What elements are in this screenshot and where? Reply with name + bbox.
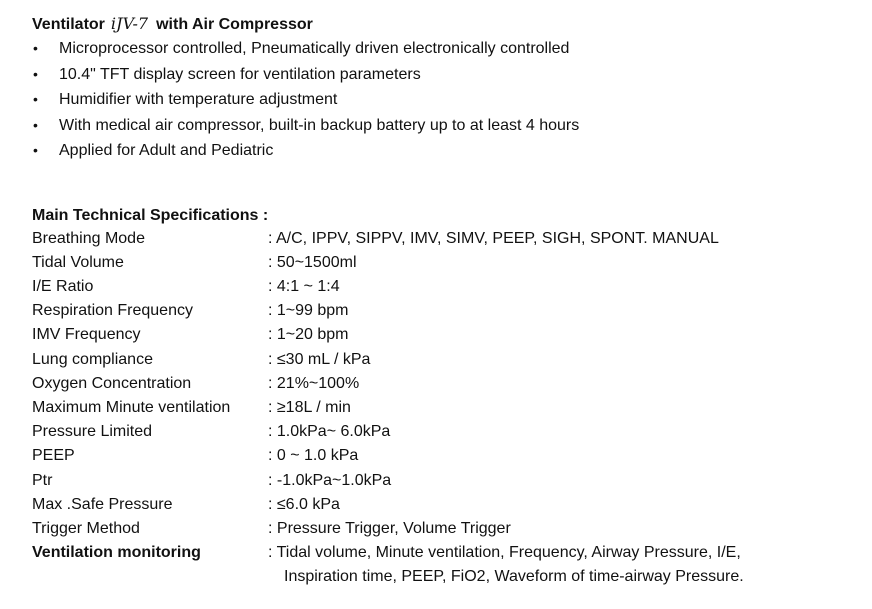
feature-item [32, 138, 862, 164]
spec-label: I/E Ratio [32, 277, 94, 295]
spec-value: : ≤6.0 kPa [268, 495, 340, 513]
spec-value: : ≤30 mL / kPa [268, 350, 371, 368]
spec-label: Respiration Frequency [32, 302, 193, 320]
spec-row [32, 420, 862, 444]
feature-item [32, 62, 862, 88]
spec-label: Lung compliance [32, 350, 153, 368]
spec-row [32, 444, 862, 468]
spec-label: Ventilation monitoring [32, 544, 201, 562]
feature-text: Microprocessor controlled, Pneumatically driven electronically controlled [59, 40, 570, 57]
spec-label: Tidal Volume [32, 253, 124, 271]
bullet-icon: • [33, 142, 38, 158]
spec-value: : 21%~100% [268, 374, 360, 392]
title-suffix: with Air Compressor [156, 16, 313, 33]
spec-value: : ≥18L / min [268, 398, 351, 416]
feature-text: With medical air compressor, built-in backup battery up to at least 4 hours [59, 116, 580, 134]
spec-row-monitoring [32, 541, 862, 589]
spec-row [32, 372, 862, 396]
feature-item [32, 113, 862, 139]
feature-item [32, 36, 862, 62]
spec-row [32, 275, 862, 299]
product-title [32, 12, 862, 36]
bullet-icon: • [33, 91, 38, 107]
bullet-icon: • [33, 65, 38, 82]
feature-item [32, 87, 862, 113]
spec-value: : A/C, IPPV, SIPPV, IMV, SIMV, PEEP, SIGH, SPONT. MANUAL [268, 229, 719, 247]
spec-table [32, 227, 862, 590]
spec-label: Oxygen Concentration [32, 374, 192, 392]
spec-row [32, 469, 862, 493]
model-name: iJV-7 [110, 14, 149, 33]
spec-label: Max .Safe Pressure [32, 495, 173, 513]
feature-text: 10.4" TFT display screen for ventilation parameters [59, 65, 421, 83]
spec-value: : -1.0kPa~1.0kPa [268, 471, 392, 489]
spec-label: PEEP [32, 447, 75, 465]
spec-row [32, 299, 862, 323]
spec-value: : 1~99 bpm [268, 302, 349, 320]
spec-value: : 50~1500ml [268, 253, 357, 271]
bullet-icon: • [33, 116, 38, 133]
monitoring-value-line2: Inspiration time, PEEP, FiO2, Waveform of time-airway Pressure. [284, 568, 744, 586]
spec-row [32, 517, 862, 541]
bullet-icon: • [33, 40, 38, 56]
feature-list [32, 36, 862, 164]
spec-value: : 4:1 ~ 1:4 [268, 277, 340, 295]
spec-value: : Pressure Trigger, Volume Trigger [268, 519, 511, 537]
spec-label: Breathing Mode [32, 229, 145, 247]
spec-label: Pressure Limited [32, 423, 153, 441]
spec-label: Trigger Method [32, 519, 140, 537]
feature-text: Applied for Adult and Pediatric [59, 142, 274, 159]
spec-value: : 0 ~ 1.0 kPa [268, 447, 359, 465]
spec-value: : 1.0kPa~ 6.0kPa [268, 423, 391, 441]
spec-document [32, 12, 862, 590]
spec-value: : 1~20 bpm [268, 326, 349, 344]
spec-value [268, 541, 862, 589]
spec-row [32, 348, 862, 372]
spec-row [32, 396, 862, 420]
monitoring-value-line1: : Tidal volume, Minute ventilation, Frequency, Airway Pressure, I/E, [268, 544, 741, 562]
feature-text: Humidifier with temperature adjustment [59, 91, 338, 108]
spec-label: Ptr [32, 471, 53, 489]
title-prefix: Ventilator [32, 16, 105, 33]
spec-label: IMV Frequency [32, 326, 141, 344]
spec-row [32, 323, 862, 347]
spec-row [32, 227, 862, 251]
spec-row [32, 251, 862, 275]
spec-label: Maximum Minute ventilation [32, 398, 231, 416]
spec-row [32, 493, 862, 517]
specs-heading: Main Technical Specifications : [32, 206, 269, 224]
